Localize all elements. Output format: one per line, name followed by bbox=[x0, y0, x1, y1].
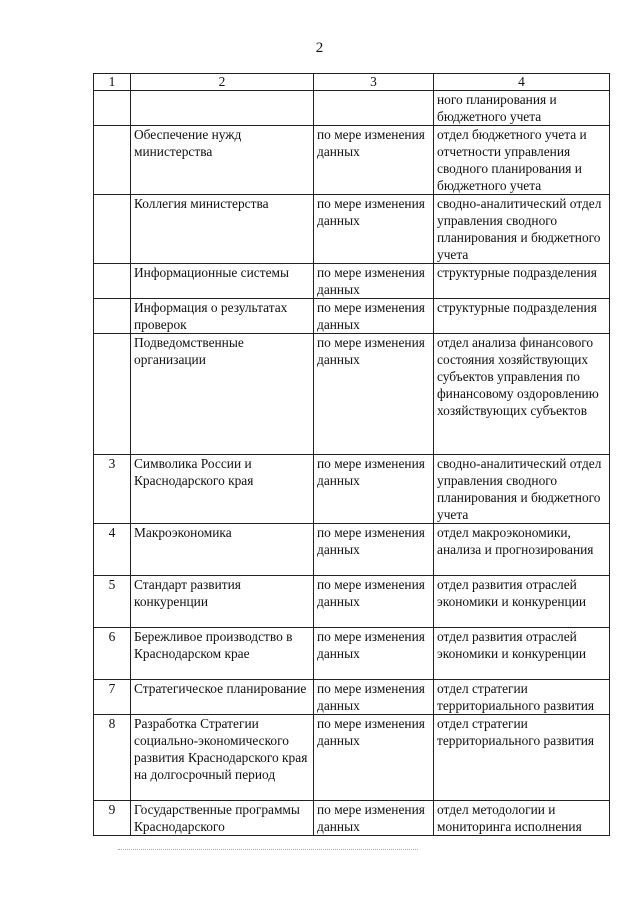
row-number: 5 bbox=[94, 576, 131, 628]
document-table bbox=[93, 73, 610, 836]
row-number bbox=[94, 126, 131, 195]
section-name: Символика России и Краснодарского края bbox=[131, 455, 314, 524]
responsible-department: отдел макроэкономики, анализа и прогнозирования bbox=[434, 524, 610, 576]
row-number: 6 bbox=[94, 628, 131, 680]
update-period: по мере изменения данных bbox=[314, 195, 434, 264]
responsible-department: сводно-аналитический отдел управления сводного планирования и бюджетного учета bbox=[434, 195, 610, 264]
update-period: по мере изменения данных bbox=[314, 334, 434, 455]
table-row bbox=[94, 801, 610, 836]
responsible-department: сводно-аналитический отдел управления сводного планирования и бюджетного учета bbox=[434, 455, 610, 524]
table-row bbox=[94, 299, 610, 334]
section-name: Информация о результатах проверок bbox=[131, 299, 314, 334]
update-period: по мере изменения данных bbox=[314, 126, 434, 195]
update-period: по мере изменения данных bbox=[314, 628, 434, 680]
column-header-1: 1 bbox=[94, 74, 131, 91]
table-row bbox=[94, 715, 610, 801]
responsible-department: отдел анализа финансового состояния хозяйствующих субъектов управления по финансовому оздоровлению хозяйствующих субъектов bbox=[434, 334, 610, 455]
responsible-department: отдел бюджетного учета и отчетности управления сводного планирования и бюджетного учета bbox=[434, 126, 610, 195]
table-row bbox=[94, 334, 610, 455]
table-header-row bbox=[94, 74, 610, 91]
row-number: 3 bbox=[94, 455, 131, 524]
table-row bbox=[94, 524, 610, 576]
column-header-3: 3 bbox=[314, 74, 434, 91]
table-row bbox=[94, 680, 610, 715]
section-name: Стратегическое планирование bbox=[131, 680, 314, 715]
responsible-department: структурные подразделения bbox=[434, 299, 610, 334]
section-name: Информационные системы bbox=[131, 264, 314, 299]
responsible-department: отдел методологии и мониторинга исполнения bbox=[434, 801, 610, 836]
section-name: Подведомственные организации bbox=[131, 334, 314, 455]
table-row bbox=[94, 195, 610, 264]
responsible-department: отдел стратегии территориального развития bbox=[434, 715, 610, 801]
row-number bbox=[94, 264, 131, 299]
table-row bbox=[94, 455, 610, 524]
update-period: по мере изменения данных bbox=[314, 680, 434, 715]
responsible-department: отдел стратегии территориального развития bbox=[434, 680, 610, 715]
row-number: 9 bbox=[94, 801, 131, 836]
section-name: Государственные программы Краснодарского bbox=[131, 801, 314, 836]
table-row bbox=[94, 628, 610, 680]
responsible-department: отдел развития отраслей экономики и конкуренции bbox=[434, 576, 610, 628]
section-name: Обеспечение нужд министерства bbox=[131, 126, 314, 195]
row-number bbox=[94, 299, 131, 334]
table-row bbox=[94, 264, 610, 299]
row-number bbox=[94, 334, 131, 455]
section-name: Коллегия министерства bbox=[131, 195, 314, 264]
table-row bbox=[94, 576, 610, 628]
row-number: 7 bbox=[94, 680, 131, 715]
row-number: 8 bbox=[94, 715, 131, 801]
responsible-department: структурные подразделения bbox=[434, 264, 610, 299]
responsible-department: отдел развития отраслей экономики и конкуренции bbox=[434, 628, 610, 680]
column-header-4: 4 bbox=[434, 74, 610, 91]
section-name: Бережливое производство в Краснодарском крае bbox=[131, 628, 314, 680]
table-row bbox=[94, 91, 610, 126]
row-number: 4 bbox=[94, 524, 131, 576]
section-name: Стандарт развития конкуренции bbox=[131, 576, 314, 628]
row-number bbox=[94, 195, 131, 264]
section-name: Разработка Стратегии социально-экономического развития Краснодарского края на долгосрочный период bbox=[131, 715, 314, 801]
update-period: по мере изменения данных bbox=[314, 524, 434, 576]
update-period: по мере изменения данных bbox=[314, 299, 434, 334]
update-period: по мере изменения данных bbox=[314, 715, 434, 801]
section-name: Макроэкономика bbox=[131, 524, 314, 576]
column-header-2: 2 bbox=[131, 74, 314, 91]
update-period: по мере изменения данных bbox=[314, 264, 434, 299]
update-period: по мере изменения данных bbox=[314, 455, 434, 524]
section-name bbox=[131, 91, 314, 126]
responsible-department: ного планирования и бюджетного учета bbox=[434, 91, 610, 126]
bottom-rule bbox=[118, 849, 418, 850]
update-period: по мере изменения данных bbox=[314, 801, 434, 836]
page-number: 2 bbox=[315, 40, 324, 56]
update-period bbox=[314, 91, 434, 126]
table-row bbox=[94, 126, 610, 195]
row-number bbox=[94, 91, 131, 126]
update-period: по мере изменения данных bbox=[314, 576, 434, 628]
